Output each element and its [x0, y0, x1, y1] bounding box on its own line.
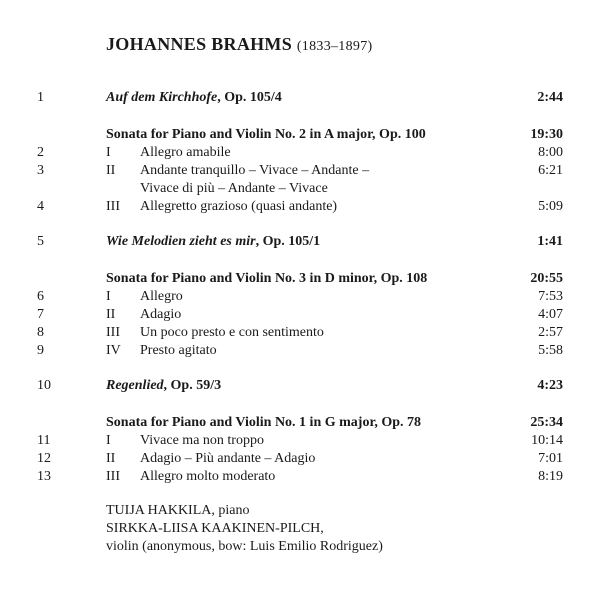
track-number: 4 — [37, 199, 44, 214]
track-duration: 2:44 — [537, 90, 563, 105]
movement-title: Adagio – Più andante – Adagio — [140, 451, 316, 466]
credit-line: TUIJA HAKKILA, piano — [106, 503, 250, 518]
movement-title: Adagio — [140, 307, 182, 322]
composer-name: JOHANNES BRAHMS — [106, 34, 293, 54]
track-number: 9 — [37, 343, 44, 358]
track-row — [0, 376, 599, 395]
piece-name: Wie Melodien zieht es mir — [106, 234, 256, 249]
track-number: 11 — [37, 433, 51, 448]
track-number: 3 — [37, 163, 44, 178]
work-title: Sonata for Piano and Violin No. 1 in G major, Op. 78 — [106, 415, 422, 430]
composer-heading — [106, 34, 372, 55]
track-number: 10 — [37, 378, 51, 393]
movement-title: Vivace di più – Andante – Vivace — [140, 181, 328, 196]
track-duration: 2:57 — [538, 325, 563, 340]
track-row — [0, 179, 599, 198]
movement-number: III — [106, 325, 120, 340]
track-row — [0, 287, 599, 306]
piece-title — [106, 376, 221, 395]
work-heading-row — [0, 269, 599, 288]
track-duration: 1:41 — [537, 234, 563, 249]
track-duration: 7:01 — [538, 451, 563, 466]
piece-opus: , Op. 105/4 — [217, 90, 282, 105]
track-row — [0, 323, 599, 342]
movement-title: Un poco presto e con sentimento — [140, 325, 324, 340]
movement-title: Vivace ma non troppo — [140, 433, 264, 448]
performer-credits — [106, 502, 383, 556]
track-row — [0, 449, 599, 468]
track-number: 7 — [37, 307, 44, 322]
track-duration: 4:23 — [537, 378, 563, 393]
movement-number: I — [106, 145, 111, 160]
movement-title: Allegretto grazioso (quasi andante) — [140, 199, 338, 214]
movement-number: I — [106, 433, 111, 448]
movement-number: IV — [106, 343, 121, 358]
movement-title: Presto agitato — [140, 343, 217, 358]
piece-title — [106, 88, 282, 107]
movement-number: III — [106, 199, 120, 214]
track-duration: 4:07 — [538, 307, 563, 322]
track-number: 2 — [37, 145, 44, 160]
track-number: 1 — [37, 90, 44, 105]
credit-line: SIRKKA-LIISA KAAKINEN-PILCH, — [106, 521, 324, 536]
piece-opus: , Op. 59/3 — [163, 378, 222, 393]
track-number: 13 — [37, 469, 51, 484]
work-title: Sonata for Piano and Violin No. 2 in A major, Op. 100 — [106, 127, 426, 142]
movement-title: Allegro molto moderato — [140, 469, 276, 484]
track-duration: 6:21 — [538, 163, 563, 178]
track-row — [0, 197, 599, 216]
track-row — [0, 232, 599, 251]
movement-number: II — [106, 451, 116, 466]
track-duration: 8:19 — [538, 469, 563, 484]
work-duration: 25:34 — [530, 415, 563, 430]
movement-title: Allegro amabile — [140, 145, 231, 160]
movement-title: Allegro — [140, 289, 183, 304]
work-heading-row — [0, 125, 599, 144]
track-row — [0, 341, 599, 360]
piece-name: Auf dem Kirchhofe — [106, 90, 218, 105]
track-number: 8 — [37, 325, 44, 340]
movement-number: II — [106, 307, 116, 322]
track-row — [0, 161, 599, 180]
movement-title: Andante tranquillo – Vivace – Andante – — [140, 163, 370, 178]
piece-title — [106, 232, 320, 251]
credit-line: violin (anonymous, bow: Luis Emilio Rodriguez) — [106, 539, 383, 554]
work-duration: 19:30 — [530, 127, 563, 142]
track-row — [0, 431, 599, 450]
track-duration: 7:53 — [538, 289, 563, 304]
track-number: 5 — [37, 234, 44, 249]
track-duration: 5:58 — [538, 343, 563, 358]
track-row — [0, 467, 599, 486]
movement-number: III — [106, 469, 120, 484]
track-row — [0, 88, 599, 107]
track-number: 12 — [37, 451, 51, 466]
work-title: Sonata for Piano and Violin No. 3 in D minor, Op. 108 — [106, 271, 428, 286]
work-heading-row — [0, 413, 599, 432]
track-number: 6 — [37, 289, 44, 304]
track-row — [0, 143, 599, 162]
track-row — [0, 305, 599, 324]
work-duration: 20:55 — [530, 271, 563, 286]
track-duration: 10:14 — [531, 433, 563, 448]
track-duration: 5:09 — [538, 199, 563, 214]
track-duration: 8:00 — [538, 145, 563, 160]
piece-opus: , Op. 105/1 — [255, 234, 321, 249]
piece-name: Regenlied — [106, 378, 164, 393]
movement-number: I — [106, 289, 111, 304]
movement-number: II — [106, 163, 116, 178]
composer-dates: (1833–1897) — [296, 39, 373, 54]
